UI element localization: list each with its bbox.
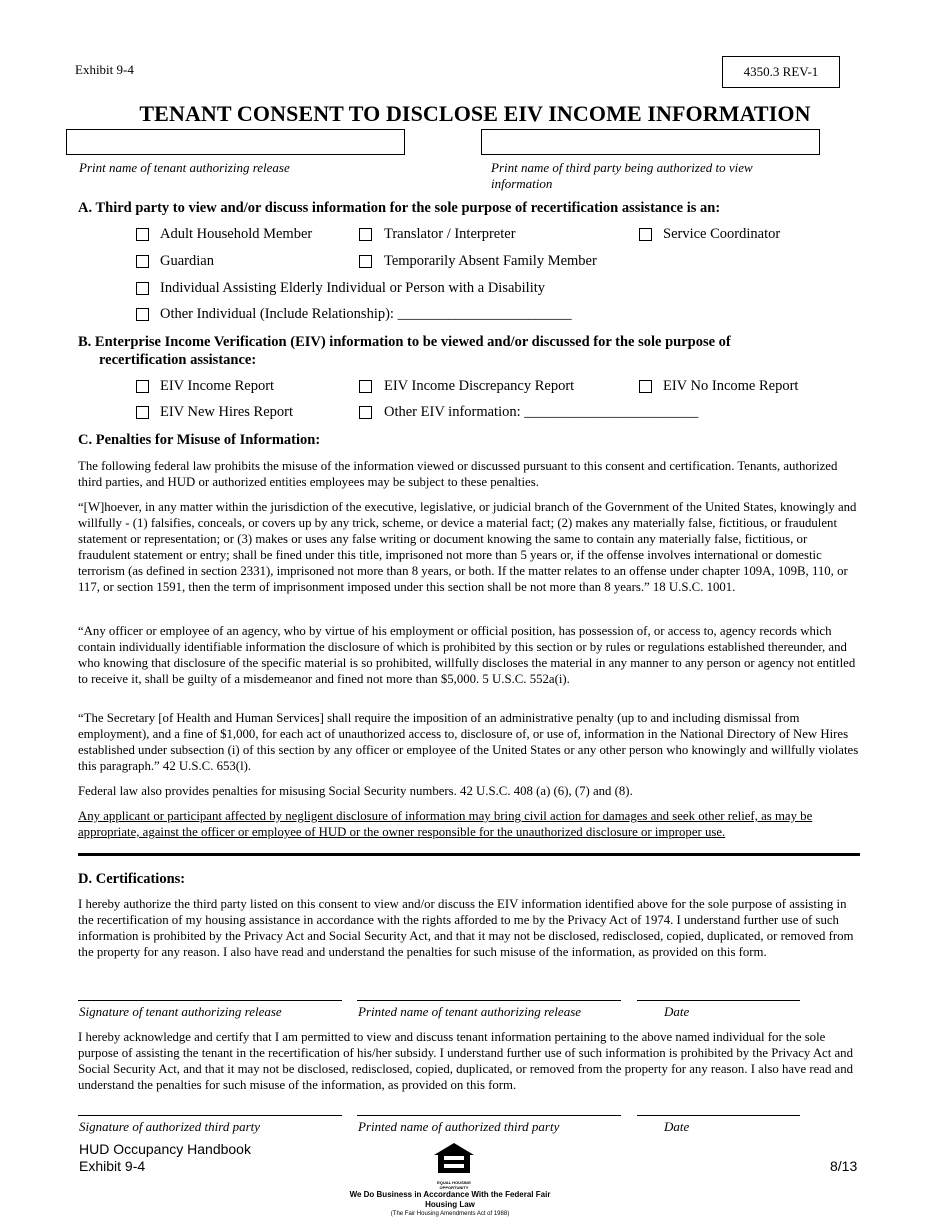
service-coordinator-checkbox[interactable] bbox=[639, 228, 652, 246]
eho-text: EQUAL HOUSING OPPORTUNITY bbox=[437, 1180, 471, 1190]
tenant-name-label: Print name of tenant authorizing release bbox=[79, 160, 290, 175]
tenant-date-label: Date bbox=[664, 1004, 690, 1019]
third-party-date-label: Date bbox=[664, 1119, 690, 1134]
third-party-signature-label: Signature of authorized third party bbox=[79, 1119, 261, 1134]
eiv-new-hires-checkbox[interactable] bbox=[136, 406, 149, 424]
tenant-certification-paragraph: I hereby authorize the third party listed on this consent to view and/or discuss the EIV information identified above for the sole purpose of assisting in the recertification of my housing assistance in accordance with the rights afforded to me by the Privacy Act of 1974. I understand further use of such information is prohibited by the Privacy Act and Social Security Act, and that it may not be disclosed, redisclosed, copied, duplicated, or removed from the property for any reason. I also have read and understand the penalties for such misuse of the information, as provided on this form. bbox=[78, 897, 854, 959]
third-party-printed-name-label: Printed name of authorized third party bbox=[358, 1119, 560, 1134]
third-party-printed-name-line[interactable] bbox=[357, 1115, 621, 1116]
usc-552a-paragraph: “Any officer or employee of an agency, who by virtue of his employment or official position, has possession of, or access to, agency records which contain individually identifiable information the disclosure of which is prohibited by this section or by rules or regulations established thereunder, and who knowing that disclosure of the specific material is so prohibited, willfully discloses the material in any manner to any person or agency not entitled to receive it, shall be guilty of a misdemeanor and fined not more than $5,000. 5 U.S.C. 552a(i). bbox=[78, 624, 856, 686]
eiv-income-discrepancy-checkbox[interactable] bbox=[359, 380, 372, 398]
translator-interpreter-checkbox[interactable] bbox=[359, 228, 372, 246]
third-party-date-line[interactable] bbox=[637, 1115, 800, 1116]
footer-handbook: HUD Occupancy Handbook bbox=[79, 1141, 251, 1157]
eiv-no-income-checkbox[interactable] bbox=[639, 380, 652, 398]
section-divider bbox=[78, 853, 860, 856]
section-a-heading: A. Third party to view and/or discuss information for the sole purpose of recertification assistance is an: bbox=[78, 200, 721, 216]
eiv-income-report-label: EIV Income Report bbox=[160, 378, 275, 394]
tenant-signature-line[interactable] bbox=[78, 1000, 342, 1001]
other-eiv-information-label: Other EIV information: ________________________ bbox=[384, 404, 699, 420]
service-coordinator-label: Service Coordinator bbox=[663, 226, 781, 242]
usc-653-paragraph: “The Secretary [of Health and Human Services] shall require the imposition of an administrative penalty (up to and including dismissal from employment), and a fine of $1,000, for each act of unauthorized access to, disclosure of, or use of, information in the National Directory of New Hires established under subsection (i) of this section by any officer or employee of the United States or any other person who knowingly and willfully violates this paragraph.” 42 U.S.C. 653(l). bbox=[78, 711, 859, 773]
penalties-intro-paragraph: The following federal law prohibits the misuse of the information viewed or discussed pursuant to this consent and certification. Tenants, authorized third parties, and HUD or authorized entities employees may be subject to these penalties. bbox=[78, 459, 838, 489]
other-individual-label: Other Individual (Include Relationship): ________________________ bbox=[160, 306, 572, 322]
exhibit-label: Exhibit 9-4 bbox=[75, 62, 134, 77]
section-b-heading: B. Enterprise Income Verification (EIV) information to be viewed and/or discussed for the sole purpose of bbox=[78, 334, 731, 350]
fair-housing-act: (The Fair Housing Amendments Act of 1988) bbox=[390, 1211, 510, 1217]
eiv-new-hires-label: EIV New Hires Report bbox=[160, 404, 294, 420]
civil-action-paragraph: Any applicant or participant affected by negligent disclosure of information may bring civil action for damages and seek other relief, as may be appropriate, against the officer or employee of HUD or the owner responsible for the unauthorized disclosure or improper use. bbox=[78, 809, 813, 839]
guardian-label: Guardian bbox=[160, 253, 214, 269]
section-b-heading-cont: recertification assistance: bbox=[99, 352, 257, 368]
eiv-income-report-checkbox[interactable] bbox=[136, 380, 149, 398]
page-title: TENANT CONSENT TO DISCLOSE EIV INCOME INFORMATION bbox=[139, 101, 811, 126]
translator-interpreter-label: Translator / Interpreter bbox=[384, 226, 516, 242]
eiv-income-discrepancy-label: EIV Income Discrepancy Report bbox=[384, 378, 575, 394]
third-party-certification-paragraph: I hereby acknowledge and certify that I am permitted to view and discuss tenant information pertaining to the above named individual for the sole purpose of assisting the tenant in the recertification of his/her subsidy. I understand further use of such information is prohibited by the Privacy Act and Social Security Act, and that it may not be disclosed, redisclosed, copied, duplicated, or removed from the property for any reason. I also have read and understand the penalties for such misuse of the information, as provided on this form. bbox=[78, 1030, 854, 1092]
tenant-date-line[interactable] bbox=[637, 1000, 800, 1001]
third-party-signature-line[interactable] bbox=[78, 1115, 342, 1116]
third-party-name-label: Print name of third party being authorized to view information bbox=[491, 160, 753, 191]
temporarily-absent-family-member-label: Temporarily Absent Family Member bbox=[384, 253, 597, 269]
ssn-penalties-paragraph: Federal law also provides penalties for misusing Social Security numbers. 42 U.S.C. 408 (a) (6), (7) and (8). bbox=[78, 784, 633, 798]
individual-assisting-elderly-label: Individual Assisting Elderly Individual or Person with a Disability bbox=[160, 280, 546, 296]
other-individual-checkbox[interactable] bbox=[136, 308, 149, 326]
equal-housing-icon bbox=[432, 1141, 476, 1175]
tenant-printed-name-line[interactable] bbox=[357, 1000, 621, 1001]
footer-exhibit: Exhibit 9-4 bbox=[79, 1158, 146, 1174]
section-c-heading: C. Penalties for Misuse of Information: bbox=[78, 432, 321, 448]
fair-housing-line1: We Do Business in Accordance With the Federal Fair bbox=[349, 1190, 551, 1199]
third-party-name-input[interactable] bbox=[481, 129, 820, 155]
section-d-heading: D. Certifications: bbox=[78, 871, 186, 887]
adult-household-member-checkbox[interactable] bbox=[136, 228, 149, 246]
individual-assisting-elderly-checkbox[interactable] bbox=[136, 282, 149, 300]
equal-housing-logo bbox=[432, 1141, 476, 1190]
form-number-box: 4350.3 REV-1 bbox=[722, 56, 840, 88]
temporarily-absent-family-member-checkbox[interactable] bbox=[359, 255, 372, 273]
tenant-signature-label: Signature of tenant authorizing release bbox=[79, 1004, 282, 1019]
tenant-printed-name-label: Printed name of tenant authorizing release bbox=[358, 1004, 582, 1019]
other-eiv-information-checkbox[interactable] bbox=[359, 406, 372, 424]
footer-page-date: 8/13 bbox=[830, 1158, 858, 1174]
adult-household-member-label: Adult Household Member bbox=[160, 226, 313, 242]
eiv-no-income-label: EIV No Income Report bbox=[663, 378, 799, 394]
guardian-checkbox[interactable] bbox=[136, 255, 149, 273]
tenant-name-input[interactable] bbox=[66, 129, 405, 155]
fair-housing-line2: Housing Law bbox=[425, 1200, 475, 1209]
usc-1001-paragraph: “[W]hoever, in any matter within the jurisdiction of the executive, legislative, or judicial branch of the Government of the United States, knowingly and willfully - (1) falsifies, conceals, or covers up by any trick, scheme, or device a material fact; (2) makes any materially false, fictitious, or fraudulent statement or representation; or (3) makes or uses any false writing or document knowing the same to contain any materially false, fictitious, or fraudulent statement or entry; shall be fined under this title, imprisoned not more than 5 years or, if the offense involves international or domestic terrorism (as defined in section 2331), imprisoned not more than 8 years, or both. If the matter relates to an offense under chapter 109A, 109B, 110, or 117, or section 1591, then the term of imprisonment imposed under this section shall be not more than 8 years.” 18 U.S.C. 1001. bbox=[78, 500, 857, 594]
